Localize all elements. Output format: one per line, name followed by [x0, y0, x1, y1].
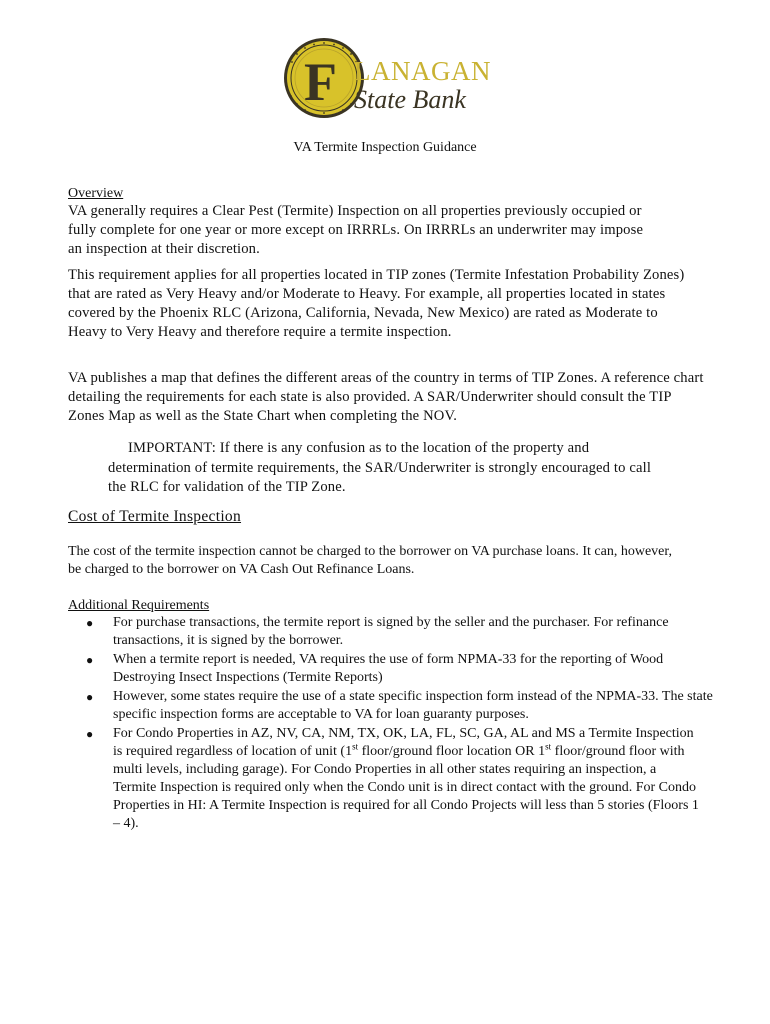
important-note: [108, 439, 668, 498]
overview-paragraph-2: This requirement applies for all properties located in TIP zones (Termite Infestation Probability Zones) that are rated as Very Heavy and/or Moderate to Heavy. For example, all properties located in states covered by the Phoenix RLC (Arizona, California, Nevada, New Mexico) are rated as Moderate to Heavy to Very Heavy and therefore require a termite inspection.: [68, 267, 685, 340]
overview-paragraph-3: VA publishes a map that defines the different areas of the country in terms of TIP Zones. A reference chart detailing the requirements for each state is also provided. A SAR/Underwriter should consult the TIP Zones Map as well as the State Chart when completing the NOV.: [68, 370, 704, 424]
list-item-text: When a termite report is needed, VA requires the use of form NPMA-33 for the reporting of Wood Destroying Insect Inspections (Termite Reports): [113, 652, 664, 685]
overview-section: [68, 185, 708, 259]
important-note-rest: determination of termite requirements, the SAR/Underwriter is strongly encouraged to call the RLC for validation of the TIP Zone.: [108, 459, 652, 495]
list-item-condo: [68, 725, 718, 833]
bullet-icon: ●: [86, 727, 94, 741]
logo-word: LANAGAN: [354, 56, 491, 86]
bullet-icon: ●: [86, 616, 94, 630]
bullet-icon: ●: [86, 653, 94, 667]
condo-text-c: floor/ground floor with multi levels, including garage). For Condo Properties in all other states requiring an inspection, a Termite Inspection is required only when the Condo unit is in direct contact with the ground. For Condo Properties in HI: A Termite Inspection is required for all Condo Projects will less than 5 stories (Floors 1 – 4).: [113, 744, 699, 831]
overview-heading: Overview: [68, 186, 124, 201]
cost-section: [68, 507, 708, 526]
cost-heading: Cost of Termite Inspection: [68, 508, 242, 525]
ordinal-suffix: st: [545, 741, 552, 752]
additional-heading: Additional Requirements: [68, 598, 210, 613]
additional-section: [68, 597, 718, 834]
condo-text-b: floor/ground floor location OR 1: [358, 744, 546, 759]
overview-paragraph-1: VA generally requires a Clear Pest (Termite) Inspection on all properties previously occupied or fully complete for one year or more except on IRRRLs. On IRRRLs an underwriter may impose an inspection at their discretion.: [68, 203, 644, 257]
bullet-icon: ●: [86, 690, 94, 704]
list-item: [68, 651, 718, 687]
logo-sub: State Bank: [354, 85, 466, 114]
logo-letter: F: [304, 52, 337, 112]
bank-logo: [282, 36, 492, 120]
condo-text-a: For Condo Properties in AZ, NV, CA, NM, TX, OK, LA, FL, SC, GA, AL and MS a Termite Inspection is required regardless of location of unit (1: [113, 726, 694, 759]
list-item-text: However, some states require the use of a state specific inspection form instead of the NPMA-33. The state specific inspection forms are acceptable to VA for loan guaranty purposes.: [113, 689, 713, 722]
important-note-line-1: IMPORTANT: If there is any confusion as to the location of the property and: [128, 440, 590, 456]
document-title: VA Termite Inspection Guidance: [293, 140, 477, 155]
requirements-list: [68, 614, 718, 833]
list-item: [68, 688, 718, 724]
ordinal-suffix: st: [352, 741, 359, 752]
list-item: [68, 614, 718, 650]
list-item-text: For purchase transactions, the termite report is signed by the seller and the purchaser. For refinance transactions, it is signed by the borrower.: [113, 615, 669, 648]
cost-paragraph: The cost of the termite inspection cannot be charged to the borrower on VA purchase loans. It can, however, be charged to the borrower on VA Cash Out Refinance Loans.: [68, 544, 672, 577]
